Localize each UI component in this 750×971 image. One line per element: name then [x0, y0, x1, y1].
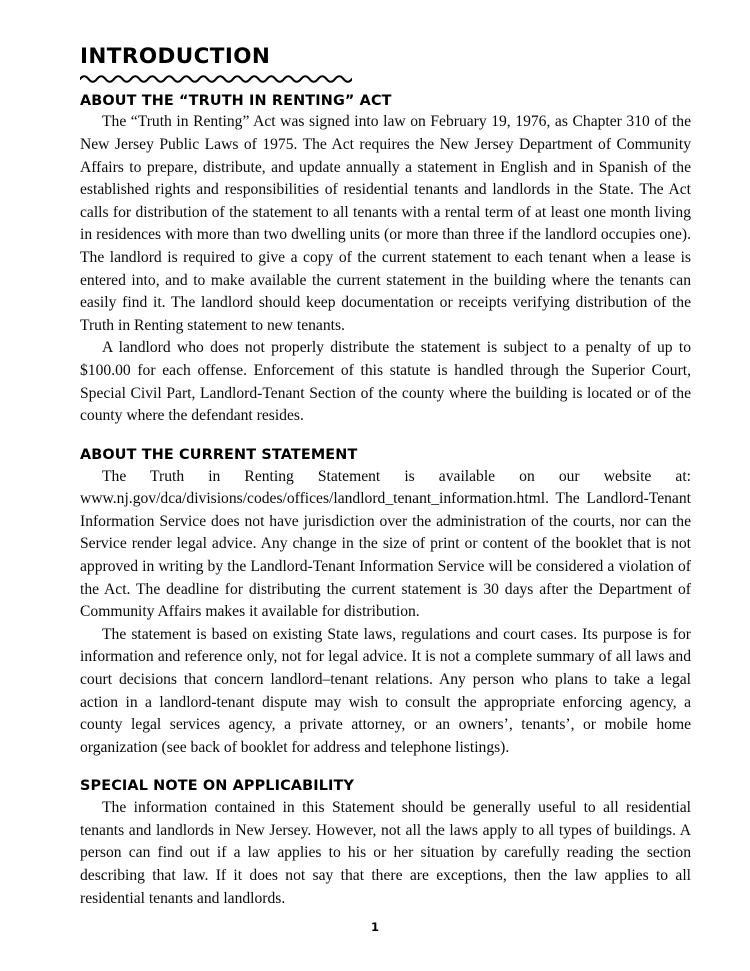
paragraph: A landlord who does not properly distribute the statement is subject to a penalty of up to $100.00 for each offense. Enforcement of this statute is handled through the Superior Court, Special Civil Part, Landlord-Tenant Section of the county where the building is located or of the county where the defendant resides.	[80, 339, 691, 425]
page-content	[80, 46, 691, 910]
paragraph: The Truth in Renting Statement is available on our website at: www.nj.gov/dca/divisions/codes/offices/landlord_tenant_information.html. The Landlord-Tenant Information Service does not have jurisdiction over the administration of the courts, nor can the Service render legal advice. Any change in the size of print or content of the booklet that is not approved in writing by the Landlord-Tenant Information Service will be considered a violation of the Act. The deadline for distributing the current statement is 30 days after the Department of Community Affairs makes it available for distribution.	[80, 467, 691, 621]
section-heading-special-note-on-applicability: SPECIAL NOTE ON APPLICABILITY	[80, 778, 355, 795]
section-heading-about-truth-in-renting-act: ABOUT THE “TRUTH IN RENTING” ACT	[80, 92, 392, 109]
page-title: INTRODUCTION	[80, 44, 271, 69]
paragraph: The statement is based on existing State laws, regulations and court cases. Its purpose is for information and reference only, not for legal advice. It is not a complete summary of all laws and court decisions that concern landlord–tenant relations. Any person who plans to take a legal action in a landlord-tenant dispute may wish to consult the appropriate enforcing agency, a county legal services agency, a private attorney, or an owners’, tenants’, or mobile home organization (see back of booklet for address and telephone listings).	[80, 625, 691, 756]
paragraph: The “Truth in Renting” Act was signed into law on February 19, 1976, as Chapter 310 of the New Jersey Public Laws of 1975. The Act requires the New Jersey Department of Community Affairs to prepare, distribute, and update annually a statement in English and in Spanish of the established rights and responsibilities of residential tenants and landlords in the State. The Act calls for distribution of the statement to all tenants with a rental term of at least one month living in residences with more than two dwelling units (or more than three if the landlord occupies one). The landlord is required to give a copy of the current statement to each tenant when a lease is entered into, and to make available the current statement in the building where the tenants can easily find it. The landlord should keep documentation or receipts verifying distribution of the Truth in Renting statement to new tenants.	[80, 113, 691, 334]
wavy-line-divider-icon	[80, 73, 352, 85]
page-number: 1	[370, 920, 379, 934]
section-heading-about-the-current-statement: ABOUT THE CURRENT STATEMENT	[80, 446, 358, 463]
paragraph: The information contained in this Statement should be generally useful to all residential tenants and landlords in New Jersey. However, not all the laws apply to all types of buildings. A person can find out if a law applies to his or her situation by carefully reading the section describing that law. If it does not say that there are exceptions, then the law applies to all residential tenants and landlords.	[80, 799, 691, 907]
